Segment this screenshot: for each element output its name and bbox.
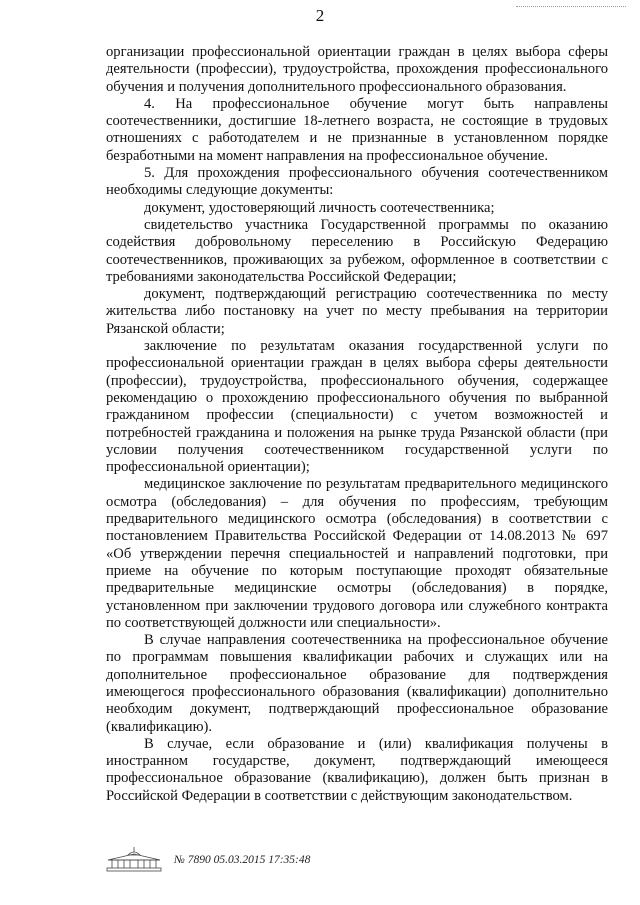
scan-artifact-line xyxy=(516,6,626,11)
paragraph-2: 4. На профессиональное обучение могут быть направлены соотечественники, достигшие 18-летнего возраста, не состоящие в трудовых отношениях с работодателем и не признанные в установленном порядке безработными на момент направления на профессиональное обучение. xyxy=(106,95,608,164)
document-body xyxy=(106,44,608,805)
paragraph-9: В случае направления соотечественника на профессиональное обучение по программам повышения квалификации рабочих и служащих или на дополнительное профессиональное образование для подтверждения имеющегося профессионального образования (квалификации) дополнительно необходим документ, подтверждающий профессиональное образование (квалификацию). xyxy=(106,632,608,735)
page-number: 2 xyxy=(315,6,325,25)
government-building-icon xyxy=(104,846,164,874)
paragraph-3: 5. Для прохождения профессионального обучения соотечественником необходимы следующие документы: xyxy=(106,165,608,199)
paragraph-5: свидетельство участника Государственной программы по оказанию содействия добровольному переселению в Российскую Федерацию соотечественников, проживающих за рубежом, оформленное в соответствии с требованиями законодательства Российской Федерации; xyxy=(106,216,608,285)
registration-stamp: № 7890 05.03.2015 17:35:48 xyxy=(174,854,311,866)
paragraph-7: заключение по результатам оказания государственной услуги по профессиональной ориентации граждан в целях выбора сферы деятельности (профессии), трудоустройства, профессионального обучения, содержащее рекомендацию о прохождению профессионального обучения по выбранной гражданином профессии (специальности) с учетом возможностей и потребностей гражданина и положения на рынке труда Рязанской области (при условии получения соотечественником государственной услуги по профессиональной ориентации); xyxy=(106,338,608,476)
paragraph-6: документ, подтверждающий регистрацию соотечественника по месту жительства либо постановку на учет по месту пребывания на территории Рязанской области; xyxy=(106,286,608,337)
paragraph-10: В случае, если образование и (или) квалификация получены в иностранном государстве, документ, подтверждающий имеющееся профессиональное образование (квалификацию), должен быть признан в Российской Федерации в соответствии с действующим законодательством. xyxy=(106,735,608,804)
paragraph-4: документ, удостоверяющий личность соотечественника; xyxy=(144,199,495,216)
document-footer xyxy=(104,845,310,875)
paragraph-1: организации профессиональной ориентации граждан в целях выбора сферы деятельности (профессии), трудоустройства, прохождения профессионального обучения и получения дополнительного профессионального образования. xyxy=(106,44,608,95)
paragraph-8: медицинское заключение по результатам предварительного медицинского осмотра (обследования) – для обучения по профессиям, требующим предварительного медицинского осмотра (обследования) в соответствии с постановлением Правительства Российской Федерации от 14.08.2013 № 697 «Об утверждении перечня специальностей и направлений подготовки, при приеме на обучение по которым поступающие проходят обязательные предварительные медицинские осмотры (обследования) в порядке, установленном при заключении трудового договора или служебного контракта по соответствующей должности или специальности». xyxy=(106,476,608,631)
